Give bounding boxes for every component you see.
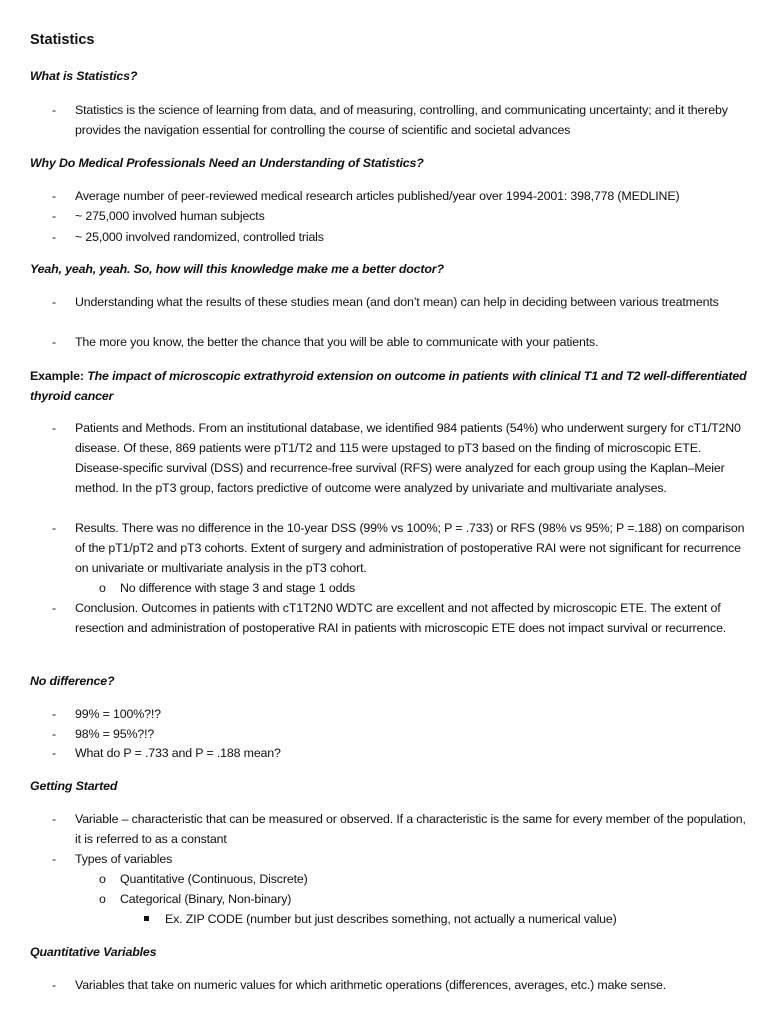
circle-bullet: o — [99, 872, 106, 886]
dash-bullet: - — [52, 335, 56, 349]
square-bullet — [144, 916, 149, 921]
sub-list-item: o No difference with stage 3 and stage 1 odds — [99, 578, 739, 598]
list-item: - Results. There was no difference in the 10-year DSS (99% vs 100%; P = .733) or RFS (98% vs 95%; P =.188) on comparison of the pT1/pT2 and pT3 cohorts. Extent of surgery and administration of postoperative RAI were not significant for recurrence on univariate or multivariate analysis in the pT3 cohort. — [52, 518, 752, 578]
list-item: - Variable – characteristic that can be measured or observed. If a characteristic is the same for every member of the population, it is referred to as a constant — [52, 809, 752, 849]
list-item: - Conclusion. Outcomes in patients with cT1T2N0 WDTC are excellent and not affected by microscopic ETE. The extent of resection and administration of postoperative RAI in patients with microscopic ETE does not impact survival or recurrence. — [52, 598, 752, 638]
example-title: The impact of microscopic extrathyroid extension on outcome in patients with clinical T1 and T2 well-differentiated thyroid cancer — [30, 369, 747, 403]
dash-bullet: - — [52, 812, 56, 826]
list-item: - The more you know, the better the chance that you will be able to communicate with your patients. — [52, 332, 752, 352]
dash-bullet: - — [52, 601, 56, 615]
list-item: - Average number of peer-reviewed medical research articles published/year over 1994-2001: 398,778 (MEDLINE) — [52, 186, 752, 206]
section-heading-better-doctor: Yeah, yeah, yeah. So, how will this knowledge make me a better doctor? — [30, 262, 444, 276]
list-item: - What do P = .733 and P = .188 mean? — [52, 743, 752, 763]
list-item: - Understanding what the results of these studies mean (and don’t mean) can help in deciding between various treatments — [52, 292, 752, 312]
example-label: Example: — [30, 369, 84, 383]
example-heading — [30, 366, 750, 406]
list-item: - ~ 275,000 involved human subjects — [52, 206, 752, 226]
dash-bullet: - — [52, 978, 56, 992]
section-heading-what-is-statistics: What is Statistics? — [30, 69, 138, 83]
sub-list-item: o Categorical (Binary, Non-binary) — [99, 889, 739, 909]
section-heading-no-difference: No difference? — [30, 674, 115, 688]
dash-bullet: - — [52, 521, 56, 535]
list-item: - 98% = 95%?!? — [52, 724, 752, 744]
list-item: - Patients and Methods. From an institutional database, we identified 984 patients (54%) who underwent surgery for cT1/T2N0 disease. Of these, 869 patients were pT1/T2 and 115 were upstaged to pT3 based on the finding of microscopic ETE. Disease-specific survival (DSS) and recurrence-free survival (RFS) were analyzed for each group using the Kaplan–Meier method. In the pT3 group, factors predictive of outcome were analyzed by univariate and multivariate analyses. — [52, 418, 752, 498]
list-item: - ~ 25,000 involved randomized, controlled trials — [52, 227, 752, 247]
sub-list-item: o Quantitative (Continuous, Discrete) — [99, 869, 739, 889]
list-item: - Statistics is the science of learning from data, and of measuring, controlling, and communicating uncertainty; and it thereby provides the navigation essential for controlling the course of scientific and societal advances — [52, 100, 752, 140]
sub-sub-list-item: Ex. ZIP CODE (number but just describes something, not actually a numerical value) — [143, 909, 743, 929]
dash-bullet: - — [52, 209, 56, 223]
section-heading-quantitative-variables: Quantitative Variables — [30, 945, 157, 959]
circle-bullet: o — [99, 581, 106, 595]
dash-bullet: - — [52, 295, 56, 309]
dash-bullet: - — [52, 230, 56, 244]
list-item: - 99% = 100%?!? — [52, 704, 752, 724]
dash-bullet: - — [52, 707, 56, 721]
circle-bullet: o — [99, 892, 106, 906]
section-heading-why-medical-professionals: Why Do Medical Professionals Need an Understanding of Statistics? — [30, 156, 424, 170]
dash-bullet: - — [52, 746, 56, 760]
dash-bullet: - — [52, 189, 56, 203]
document-title: Statistics — [30, 32, 95, 48]
section-heading-getting-started: Getting Started — [30, 779, 118, 793]
dash-bullet: - — [52, 103, 56, 117]
dash-bullet: - — [52, 852, 56, 866]
dash-bullet: - — [52, 421, 56, 435]
list-item: - Types of variables — [52, 849, 752, 869]
dash-bullet: - — [52, 727, 56, 741]
list-item: - Variables that take on numeric values for which arithmetic operations (differences, averages, etc.) make sense. — [52, 975, 752, 995]
